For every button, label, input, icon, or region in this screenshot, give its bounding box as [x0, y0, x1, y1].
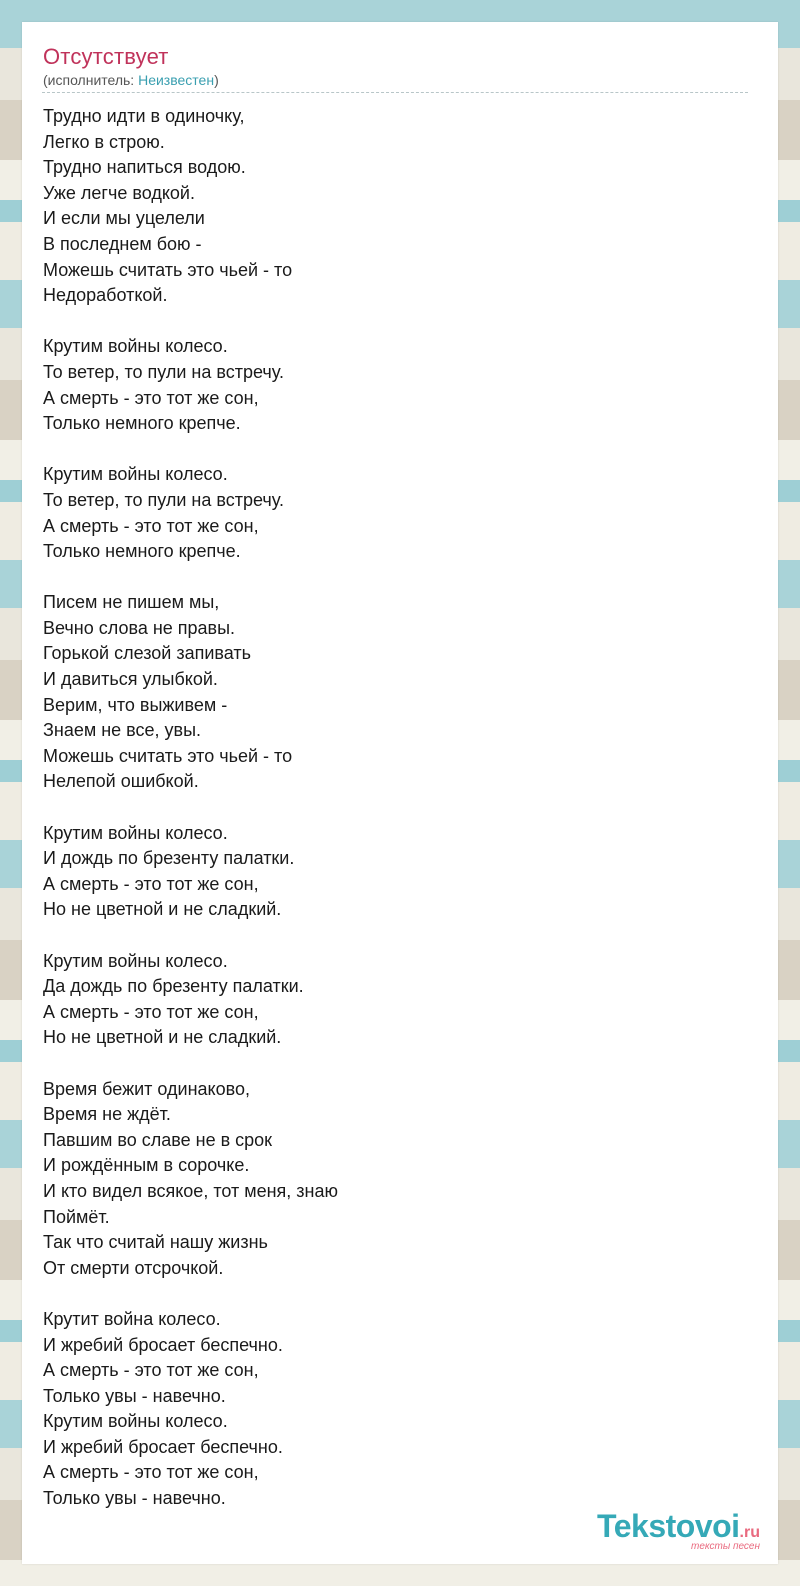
song-title: Отсутствует	[43, 44, 169, 69]
stanza	[43, 821, 338, 923]
lyric-line: И кто видел всякое, тот меня, знаю	[43, 1180, 338, 1201]
lyric-line: Можешь считать это чьей - то	[43, 259, 293, 280]
lyric-line: Только немного крепче.	[43, 413, 241, 434]
lyric-line: А смерть - это тот же сон,	[43, 515, 259, 536]
lyric-line: Только увы - навечно.	[43, 1488, 226, 1509]
lyric-line: Легко в строю.	[43, 131, 165, 152]
lyric-line: Недоработкой.	[43, 285, 168, 306]
lyric-line: Так что считай нашу жизнь	[43, 1232, 268, 1253]
lyric-line: Крутим войны колесо.	[43, 950, 228, 971]
stanza	[43, 334, 338, 436]
lyrics-card	[22, 22, 778, 1564]
lyric-line: И если мы уцелели	[43, 208, 205, 229]
logo-tld: .ru	[739, 1524, 760, 1541]
lyric-line: Горькой слезой запивать	[43, 643, 251, 664]
lyric-line: И дождь по брезенту палатки.	[43, 848, 295, 869]
lyric-line: Вечно слова не правы.	[43, 617, 236, 638]
lyric-line: Крутит война колесо.	[43, 1308, 221, 1329]
logo-name: Tekstovoi	[597, 1508, 740, 1544]
lyric-line: Но не цветной и не сладкий.	[43, 1027, 282, 1048]
lyric-line: Верим, что выживем -	[43, 694, 228, 715]
performer-prefix: (исполнитель:	[43, 72, 139, 88]
lyric-line: Да дождь по брезенту палатки.	[43, 976, 304, 997]
site-logo[interactable]	[597, 1508, 760, 1552]
stanza	[43, 590, 338, 795]
lyric-line: А смерть - это тот же сон,	[43, 1001, 259, 1022]
lyric-line: Время не ждёт.	[43, 1104, 171, 1125]
stanza	[43, 949, 338, 1051]
lyric-line: Трудно идти в одиночку,	[43, 106, 245, 126]
logo-tagline: тексты песен	[691, 1541, 760, 1552]
lyric-line: Крутим войны колесо.	[43, 464, 228, 485]
divider	[42, 92, 748, 93]
lyric-line: Писем не пишем мы,	[43, 592, 220, 613]
lyric-line: Можешь считать это чьей - то	[43, 745, 293, 766]
lyric-line: Нелепой ошибкой.	[43, 771, 199, 792]
lyric-line: А смерть - это тот же сон,	[43, 1360, 259, 1381]
lyric-line: Трудно напиться водою.	[43, 157, 246, 178]
lyric-line: Время бежит одинаково,	[43, 1078, 250, 1099]
lyric-line: И жребий бросает беспечно.	[43, 1334, 283, 1355]
lyric-line: А смерть - это тот же сон,	[43, 1462, 259, 1483]
performer-line	[43, 72, 219, 88]
lyric-line: От смерти отсрочкой.	[43, 1257, 224, 1278]
lyric-line: То ветер, то пули на встречу.	[43, 361, 284, 382]
lyric-line: И рождённым в сорочке.	[43, 1155, 250, 1176]
lyric-line: Уже легче водкой.	[43, 182, 195, 203]
lyric-line: А смерть - это тот же сон,	[43, 387, 259, 408]
lyric-line: Но не цветной и не сладкий.	[43, 899, 282, 920]
lyric-line: То ветер, то пули на встречу.	[43, 489, 284, 510]
lyric-line: Крутим войны колесо.	[43, 822, 228, 843]
lyric-line: А смерть - это тот же сон,	[43, 873, 259, 894]
lyric-line: Крутим войны колесо.	[43, 1411, 228, 1432]
lyric-line: В последнем бою -	[43, 233, 202, 254]
stanza	[43, 1077, 338, 1282]
stanza	[43, 462, 338, 564]
lyric-line: Павшим во славе не в срок	[43, 1129, 273, 1150]
lyric-line: Крутим войны колесо.	[43, 336, 228, 357]
lyric-line: Поймёт.	[43, 1206, 110, 1227]
lyric-line: И давиться улыбкой.	[43, 669, 218, 690]
lyrics-text	[43, 104, 338, 1537]
stanza	[43, 104, 338, 309]
stanza	[43, 1307, 338, 1512]
lyric-line: Только немного крепче.	[43, 541, 241, 562]
lyric-line: Знаем не все, увы.	[43, 720, 202, 741]
performer-link[interactable]: Неизвестен	[138, 72, 215, 88]
lyric-line: Только увы - навечно.	[43, 1385, 226, 1406]
performer-suffix: )	[214, 72, 219, 88]
lyric-line: И жребий бросает беспечно.	[43, 1436, 283, 1457]
